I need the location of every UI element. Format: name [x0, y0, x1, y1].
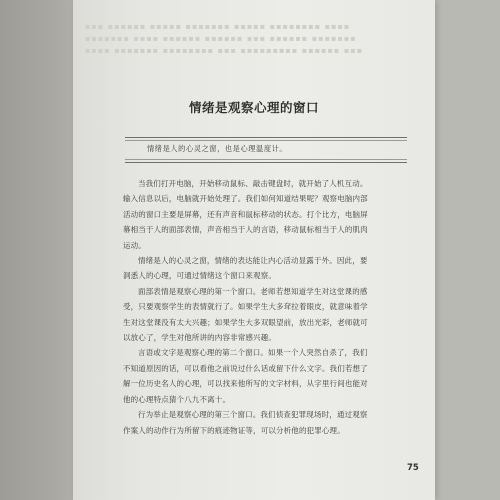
- bleed-through-text: ▪▪▪ ▪▪▪▪▪▪ ▪▪▪▪▪ ▪▪▪▪▪▪▪ ▪▪▪▪▪ ▪▪▪▪▪▪▪▪ ▪▪▪▪: [85, 22, 351, 31]
- book-page: [73, 0, 435, 500]
- body-text: [123, 176, 417, 438]
- page-number: 75: [407, 463, 419, 473]
- paragraph: 行为举止是观察心理的第三个窗口。我们侦查犯罪现场时，通过观察 作案人的动作行为所留下的痕迹物证等，可以分析他的犯罪心理。: [123, 410, 368, 435]
- paragraph: 当我们打开电脑，开始移动鼠标、敲击键盘时，就开始了人机互动。 输入信息以后，电脑就开始处理了。我们如何知道结果呢？观察电脑内部 活动的窗口主要是屏幕，还有声音和鼠标移动的状态。打个比方，电脑屏 幕相当于人的面部表情，声音相当于人的言语，移动鼠标相当于人的肌肉 运动。: [123, 179, 368, 250]
- paragraph: 言语或文字是观察心理的第二个窗口。如果一个人突然自杀了，我们 不知道原因的话，可以看他之前说过什么话或留下什么文字。我们若想了 解一位历史名人的心理，可以找来他所写的文字材料，从字里行间也能对 他的心理特点猜个八九不离十。: [123, 348, 368, 404]
- chapter-title: 情绪是观察心理的窗口: [188, 100, 319, 115]
- background-surface: [0, 0, 80, 500]
- paragraph: 情绪是人的心灵之窗，情绪的表达能让内心活动显露于外。因此，要 洞悉人的心理，可通过情绪这个窗口来观察。: [123, 256, 368, 281]
- epigraph-text: 情绪是人的心灵之窗，也是心理温度计。: [147, 144, 288, 153]
- paragraph: 面部表情是观察心理的第一个窗口。老师若想知道学生对这堂课的感 受，只要观察学生的表情就行了。如果学生大多耷拉着眼皮，就意味着学 生对这堂课没有太大兴趣；如果学生大多双眼望前，放出光彩，老师就可 以放心了，学生对他所讲的内容非常感兴趣。: [123, 286, 368, 343]
- bleed-through-text: ▪▪▪▪▪▪▪ ▪▪▪▪ ▪▪▪▪▪▪ ▪▪▪▪▪▪ ▪▪▪ ▪▪▪▪▪▪ ▪▪▪▪▪▪▪: [85, 34, 357, 43]
- bleed-through-text: ▪▪▪▪ ▪▪▪▪▪▪▪ ▪▪▪▪▪▪▪▪ ▪▪▪ ▪▪▪▪▪▪▪▪▪ ▪▪▪▪▪▪ ▪▪▪: [85, 46, 364, 55]
- epigraph-box: [125, 137, 407, 163]
